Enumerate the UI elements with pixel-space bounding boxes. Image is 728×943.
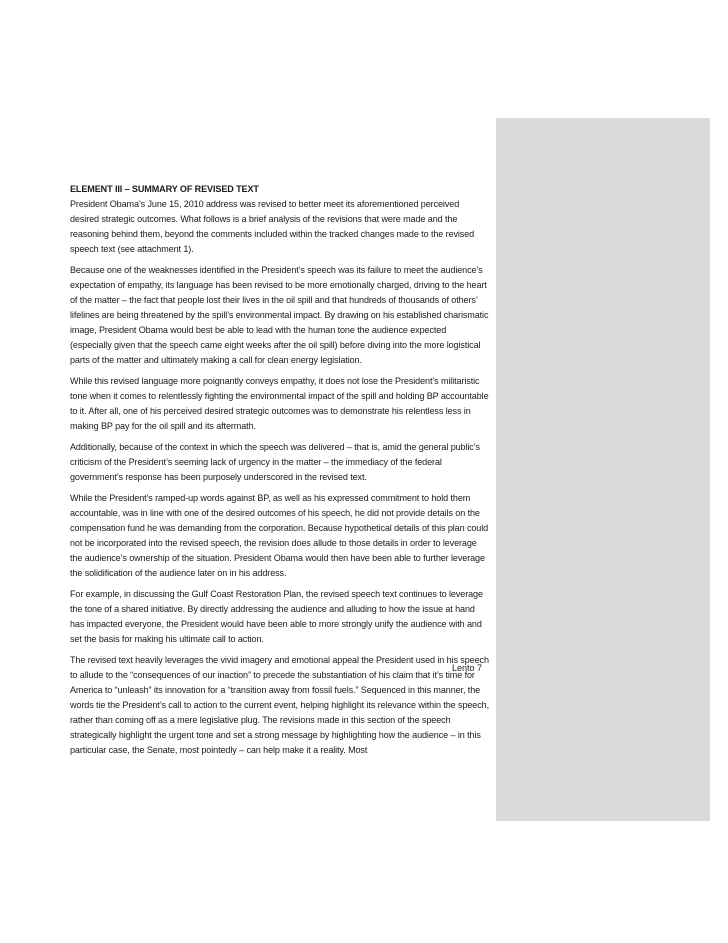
paragraph-3: While this revised language more poignantly conveys empathy, it does not lose the President’s militaristic tone when it comes to relentlessly fighting the environmental impact of the spill and holding BP accountable to it. After all, one of his perceived desired strategic outcomes was to demonstrate his relentless less in making BP pay for the oil spill and its aftermath.	[70, 376, 489, 431]
comment-pane	[496, 118, 710, 821]
document-body	[70, 182, 490, 764]
paragraph-2: Because one of the weaknesses identified in the President’s speech was its failure to meet the audience’s expectation of empathy, its language has been revised to be more emotionally charged, driving to the heart of the matter – the fact that people lost their lives in the oil spill and that hundreds of thousands of others’ lifelines are being threatened by the spill’s environmental impact. By drawing on his established charismatic image, President Obama would best be able to lead with the human tone the audience expected (especially given that the speech came eight weeks after the oil spill) before diving into the more logistical parts of the matter and ultimately making a call for clean energy legislation.	[70, 265, 489, 365]
paragraph-5: While the President’s ramped-up words against BP, as well as his expressed commitment to hold them accountable, was in line with one of the desired outcomes of his speech, he did not provide details on the compensation fund he was demanding from the corporation. Because hypothetical details of this plan could not be incorporated into the revised speech, the revision does allude to those details in order to leverage the audience’s ownership of the situation. President Obama would then have been able to further leverage the solidification of the audience later on in his address.	[70, 493, 489, 578]
paragraph-7: The revised text heavily leverages the vivid imagery and emotional appeal the President used in his speech to allude to the “consequences of our inaction” to precede the substantiation of his claim that it’s time for America to “unleash” its innovation for a “transition away from fossil fuels.” Sequenced in this manner, the words tie the President’s call to action to the current event, helping highlight its relevance within the speech, rather than coming off as a mere legislative plug. The revisions made in this section of the speech strategically highlight the urgent tone and set a strong message by highlighting how the audience – in this particular case, the Senate, most pointedly – can help make it a reality. Most	[70, 655, 490, 755]
paragraph-6: For example, in discussing the Gulf Coast Restoration Plan, the revised speech text continues to leverage the tone of a shared initiative. By directly addressing the audience and alluding to how the issue at hand has impacted everyone, the President would have been able to more strongly unify the audience with and set the basis for making his ultimate call to action.	[70, 589, 483, 644]
paragraph-1: President Obama’s June 15, 2010 address was revised to better meet its aforementioned perceived desired strategic outcomes. What follows is a brief analysis of the revisions that were made and the reasoning behind them, beyond the comments included within the tracked changes made to the revised speech text (see attachment 1).	[70, 199, 475, 254]
page-footer-label: Lento 7	[452, 663, 483, 673]
section-heading: ELEMENT III – SUMMARY OF REVISED TEXT	[70, 184, 259, 194]
paragraph-4: Additionally, because of the context in which the speech was delivered – that is, amid the general public’s criticism of the President’s seeming lack of urgency in the matter – the immediacy of the federal government’s response has been purposely underscored in the revised text.	[70, 442, 480, 482]
